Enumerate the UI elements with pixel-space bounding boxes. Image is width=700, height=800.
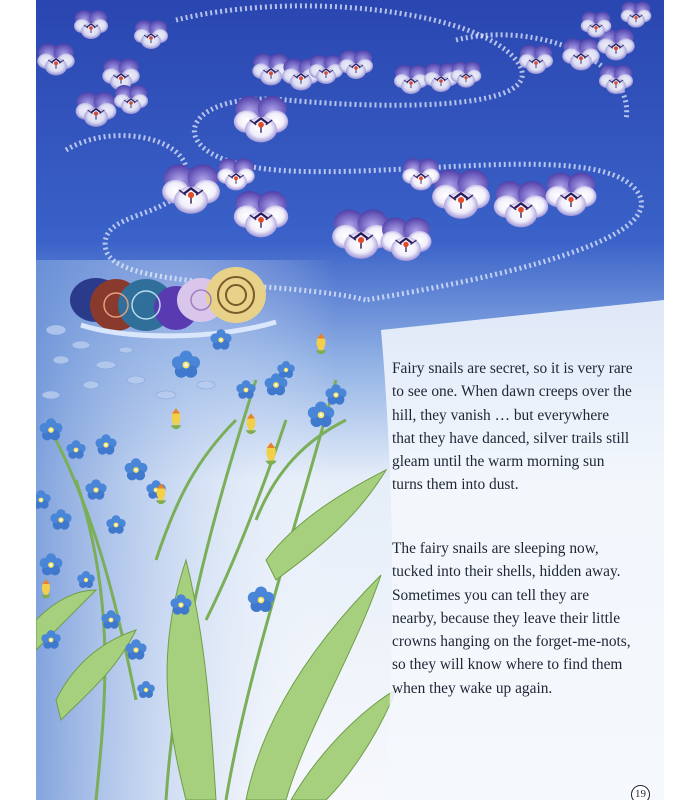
page-number: 19 (631, 785, 650, 800)
story-paragraph-1: Fairy snails are secret, so it is very rare to see one. When dawn creeps over the hill, they vanish … but everywhere that they have danced, silver trails still gleam until the warm morning sun turns them into dust. (392, 360, 633, 494)
story-paragraph-2: The fairy snails are sleeping now, tucked into their shells, hidden away. Sometimes you can tell they are nearby, because they leave their little crowns hanging on the forget-me-nots, so they will know where to find them when they wake up again. (392, 540, 631, 697)
